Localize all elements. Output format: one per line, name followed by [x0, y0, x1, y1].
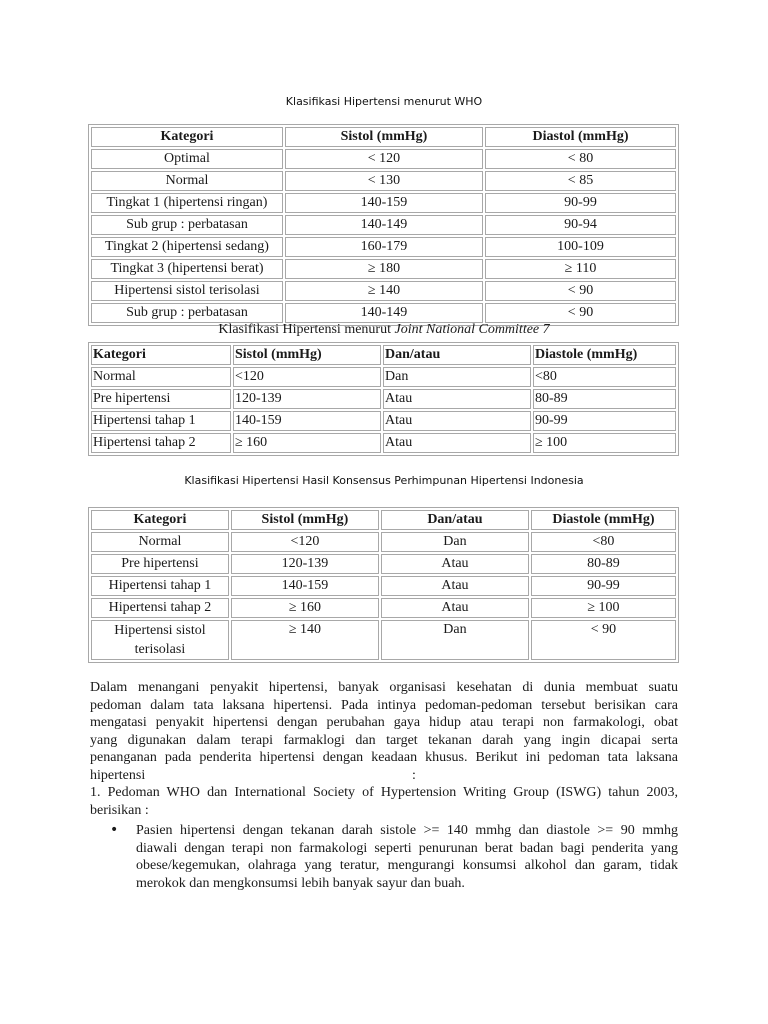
cell: <80 — [531, 532, 676, 552]
cell: Hipertensi tahap 2 — [91, 433, 231, 453]
cell: Dan — [381, 620, 529, 660]
jnc-table — [88, 342, 679, 456]
phi-table-title: Klasifikasi Hipertensi Hasil Konsensus Perhimpunan Hipertensi Indonesia — [184, 474, 584, 487]
table-header-row — [91, 510, 676, 530]
cell: Atau — [383, 389, 531, 409]
cell: ≥ 100 — [533, 433, 676, 453]
bullet-line: obese/kegemukan, olahraga yang teratur, mengurangi konsumsi alkohol dan garam, tidak — [136, 858, 678, 873]
cell: Hipertensi sistol terisolasi — [91, 281, 283, 301]
cell: Pre hipertensi — [91, 554, 229, 574]
paragraph-last-text: hipertensi — [90, 767, 146, 783]
table-row — [91, 433, 676, 453]
cell: < 90 — [485, 281, 676, 301]
header-cell: Dan/atau — [383, 345, 531, 365]
table-row — [91, 281, 676, 301]
cell: Atau — [381, 598, 529, 618]
header-cell: Sistol (mmHg) — [285, 127, 483, 147]
table-row — [91, 532, 676, 552]
bullet-line: diawali dengan terapi non farmakologi seperti penurunan berat badan bagi penderita yang — [136, 840, 678, 856]
header-cell: Kategori — [91, 127, 283, 147]
jnc-table-title — [0, 322, 768, 338]
cell: 90-99 — [531, 576, 676, 596]
point-1-line: 1. Pedoman WHO dan International Society of Hypertension Writing Group (ISWG) tahun 2003, — [90, 785, 678, 800]
cell: Normal — [91, 532, 229, 552]
cell: ≥ 180 — [285, 259, 483, 279]
cell: 140-159 — [285, 193, 483, 213]
cell: 90-99 — [533, 411, 676, 431]
header-cell: Dan/atau — [381, 510, 529, 530]
cell: ≥ 160 — [231, 598, 379, 618]
jnc-title-prefix: Klasifikasi Hipertensi menurut — [218, 322, 395, 337]
header-cell: Kategori — [91, 510, 229, 530]
cell: 160-179 — [285, 237, 483, 257]
paragraph-line: mengatasi penyakit hipertensi dengan perubahan gaya hidup atau terapi non farmakologi, obat — [90, 715, 678, 730]
who-table-title: Klasifikasi Hipertensi menurut WHO — [285, 95, 483, 108]
cell: <120 — [231, 532, 379, 552]
point-1-line: berisikan : — [90, 802, 149, 818]
intro-paragraph — [90, 679, 678, 819]
cell: 140-159 — [233, 411, 381, 431]
cell: Atau — [381, 576, 529, 596]
cell: ≥ 160 — [233, 433, 381, 453]
cell: Hipertensi tahap 1 — [91, 576, 229, 596]
cell: ≥ 140 — [231, 620, 379, 660]
table-row — [91, 389, 676, 409]
cell: <80 — [533, 367, 676, 387]
cell: Hipertensi tahap 1 — [91, 411, 231, 431]
cell: 120-139 — [233, 389, 381, 409]
cell: Pre hipertensi — [91, 389, 231, 409]
cell: 90-94 — [485, 215, 676, 235]
cell: Atau — [383, 433, 531, 453]
cell: Normal — [91, 367, 231, 387]
cell: <120 — [233, 367, 381, 387]
cell: < 90 — [531, 620, 676, 660]
cell: Atau — [381, 554, 529, 574]
who-table — [88, 124, 679, 326]
cell: 80-89 — [531, 554, 676, 574]
header-cell: Kategori — [91, 345, 231, 365]
table-row — [91, 554, 676, 574]
table-row — [91, 303, 676, 323]
table-row — [91, 237, 676, 257]
paragraph-colon: : — [412, 767, 416, 783]
header-cell: Diastol (mmHg) — [485, 127, 676, 147]
table-row — [91, 215, 676, 235]
cell: < 80 — [485, 149, 676, 169]
cell: ≥ 100 — [531, 598, 676, 618]
cell: ≥ 140 — [285, 281, 483, 301]
table-row — [91, 576, 676, 596]
cell: Tingkat 3 (hipertensi berat) — [91, 259, 283, 279]
cell: 80-89 — [533, 389, 676, 409]
bullet-line: Pasien hipertensi dengan tekanan darah sistole >= 140 mmhg dan diastole >= 90 mmhg — [136, 823, 678, 838]
header-cell: Sistol (mmHg) — [233, 345, 381, 365]
header-cell: Diastole (mmHg) — [533, 345, 676, 365]
bullet-icon: • — [110, 822, 119, 838]
cell: Sub grup : perbatasan — [91, 215, 283, 235]
cell: ≥ 110 — [485, 259, 676, 279]
header-cell: Diastole (mmHg) — [531, 510, 676, 530]
paragraph-line: pedoman dalam tata laksana hipertensi. Pada intinya pedoman-pedoman tersebut berisikan cara — [90, 697, 678, 713]
cell: 100-109 — [485, 237, 676, 257]
phi-table — [88, 507, 679, 663]
table-row — [91, 259, 676, 279]
cell: 140-149 — [285, 215, 483, 235]
table-row — [91, 193, 676, 213]
cell: Hipertensi tahap 2 — [91, 598, 229, 618]
table-row — [91, 598, 676, 618]
cell: Dan — [383, 367, 531, 387]
cell: Atau — [383, 411, 531, 431]
cell: Sub grup : perbatasan — [91, 303, 283, 323]
cell: < 120 — [285, 149, 483, 169]
table-row — [91, 411, 676, 431]
header-cell: Sistol (mmHg) — [231, 510, 379, 530]
cell: < 130 — [285, 171, 483, 191]
bullet-text — [136, 822, 678, 892]
bullet-line: merokok dan mengkonsumsi lebih banyak sayur dan buah. — [136, 875, 465, 891]
table-row — [91, 171, 676, 191]
jnc-title-italic: Joint National Committee 7 — [394, 322, 550, 337]
table-header-row — [91, 127, 676, 147]
table-header-row — [91, 345, 676, 365]
cell: Tingkat 2 (hipertensi sedang) — [91, 237, 283, 257]
paragraph-line: penanganan pada penderita hipertensi dengan keadaan khusus. Berikut ini pedoman tata laksana — [90, 750, 678, 765]
paragraph-line: yang digunakan dalam terapi farmaklogi dan target tekanan darah yang ingin dicapai serta — [90, 732, 678, 748]
cell: Dan — [381, 532, 529, 552]
paragraph-line: Dalam menangani penyakit hipertensi, banyak organisasi kesehatan di dunia membuat suatu — [90, 680, 678, 695]
table-row — [91, 149, 676, 169]
cell: Hipertensi sistol terisolasi — [91, 620, 229, 660]
table-row — [91, 620, 676, 660]
paragraph-line — [90, 767, 678, 785]
cell: 140-149 — [285, 303, 483, 323]
cell: 90-99 — [485, 193, 676, 213]
cell: < 90 — [485, 303, 676, 323]
cell: 120-139 — [231, 554, 379, 574]
table-row — [91, 367, 676, 387]
bullet-list-item — [110, 822, 678, 892]
cell: Normal — [91, 171, 283, 191]
cell: < 85 — [485, 171, 676, 191]
cell: 140-159 — [231, 576, 379, 596]
cell: Optimal — [91, 149, 283, 169]
cell: Tingkat 1 (hipertensi ringan) — [91, 193, 283, 213]
